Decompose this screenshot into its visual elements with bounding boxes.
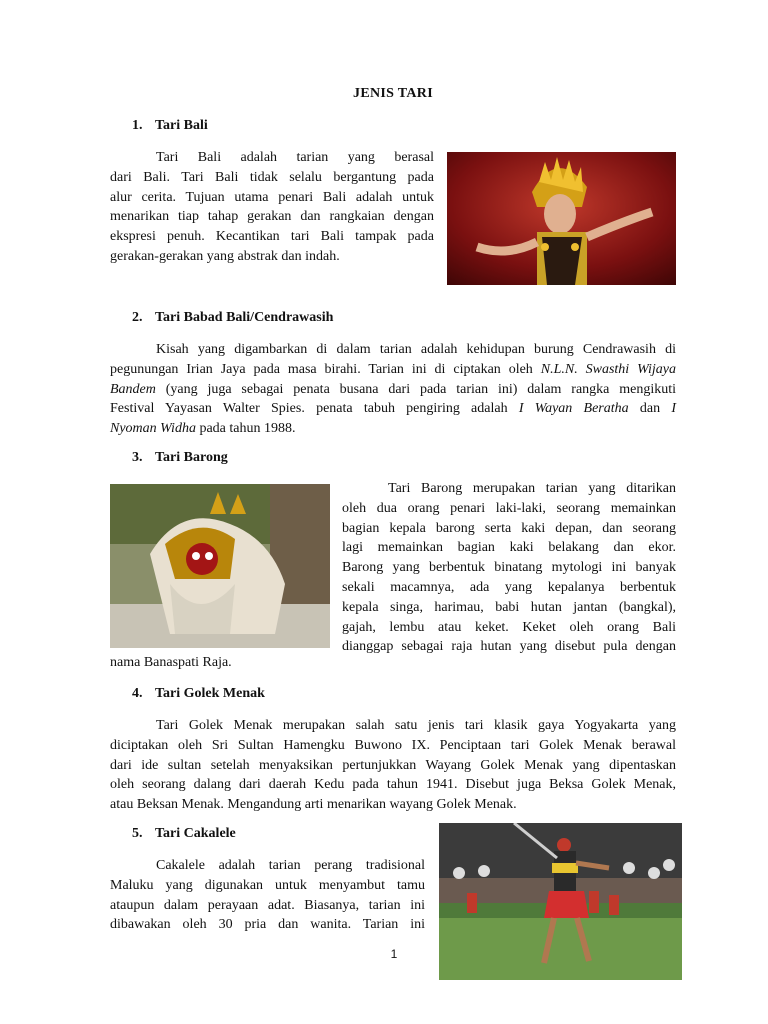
- paragraph-line: lagi memainkan bagian kaki belakang dan ekor.: [342, 540, 676, 556]
- paragraph-line: Festival Yayasan Walter Spies. penata tabuh pengiring adalah: [110, 401, 508, 417]
- paragraph-line: gerakan-gerakan yang abstrak dan indah.: [110, 248, 340, 264]
- section-number: 3.: [132, 450, 143, 465]
- section-number: 5.: [132, 826, 143, 841]
- paragraph-line: gajah, lembu atau keket. Keket oleh orang Bali: [342, 619, 676, 635]
- paragraph-line: ekspresi penuh. Kecantikan tari Bali tampak pada: [110, 229, 434, 245]
- paragraph-line: Kisah yang digambarkan di dalam tarian adalah kehidupan burung Cendrawasih di: [156, 342, 676, 357]
- balinese-dancer-photo: [447, 152, 676, 285]
- name-joiner: dan: [628, 401, 672, 417]
- paragraph-line: kepala singa, harimau, babi hutan jantan (bangkal),: [342, 599, 676, 615]
- paragraph-line: Tari Bali adalah tarian yang berasal: [156, 150, 434, 165]
- creator-name-continued: Bandem: [110, 381, 156, 397]
- section-number: 1.: [132, 118, 143, 133]
- paragraph-line: diciptakan oleh Sri Sultan Hamengku Buwono IX. Penciptaan tari Golek Menak berawal: [110, 737, 676, 753]
- paragraph-line: atau Beksan Menak. Mengandung arti menarikan wayang Golek Menak.: [110, 797, 517, 813]
- page-number: 1: [390, 947, 398, 961]
- paragraph-line: Tari Golek Menak merupakan salah satu jenis tari klasik gaya Yogyakarta yang: [156, 718, 676, 733]
- document-title: JENIS TARI: [353, 86, 433, 101]
- paragraph-tari-bali: [110, 148, 434, 267]
- cakalele-war-dance-photo: [439, 823, 682, 980]
- balinese-dancer-image: [447, 152, 676, 285]
- paragraph-line: Barong yang berbentuk binatang mytologi ini banyak: [342, 560, 676, 576]
- paragraph-line: dari ide sultan setelah menyaksikan pertunjukkan Wayang Golek Menak yang dipentaskan: [110, 757, 676, 773]
- section-title: Tari Babad Bali/Cendrawasih: [155, 310, 334, 325]
- paragraph-tari-babad-bali: [110, 340, 676, 439]
- paragraph-line: Tari Barong merupakan tarian yang ditarikan: [388, 481, 676, 496]
- paragraph-line: bagian kepala barong serta kaki depan, dan seorang: [342, 520, 676, 536]
- paragraph-line: pada tahun 1988.: [199, 421, 296, 437]
- section-title: Tari Golek Menak: [155, 686, 265, 701]
- paragraph-line: pegunungan Irian Jaya pada masa birahi. Tarian ini di ciptakan oleh: [110, 361, 533, 377]
- paragraph-line: Maluku yang digunakan untuk menyambut tamu: [110, 877, 425, 893]
- paragraph-line: dianggap sebagai raja hutan yang disebut pula dengan: [342, 639, 676, 655]
- cakalele-dance-image: [439, 823, 682, 980]
- paragraph-line: (yang juga sebagai penata busana dari pada tarian ini) dalam rangka mengikuti: [165, 381, 676, 397]
- paragraph-tari-barong-end: [110, 653, 676, 673]
- paragraph-tari-barong: [342, 479, 676, 657]
- composer-name-2-continued: Nyoman Widha: [110, 421, 196, 437]
- paragraph-line: menarikan tiap tahap gerakan dan rangkaian dengan: [110, 209, 434, 225]
- barong-costume-image: [110, 484, 330, 648]
- composer-name-2: I: [671, 401, 677, 417]
- paragraph-tari-cakalele: [110, 856, 425, 935]
- barong-costume-photo: [110, 484, 330, 648]
- section-title: Tari Barong: [155, 450, 228, 465]
- paragraph-line: alur cerita. Tujuan utama penari Bali adalah untuk: [110, 189, 434, 205]
- composer-name: I Wayan Beratha: [518, 401, 629, 417]
- section-title: Tari Bali: [155, 118, 208, 133]
- paragraph-line: oleh dua orang penari laki-laki, seorang memainkan: [342, 500, 676, 516]
- paragraph-line: dari Bali. Tari Bali tidak selalu bergantung pada: [110, 169, 434, 185]
- section-title: Tari Cakalele: [155, 826, 236, 841]
- paragraph-line: ataupun dalam perayaan adat. Biasanya, tarian ini: [110, 897, 425, 913]
- paragraph-line: dibawakan oleh 30 pria dan wanita. Tarian ini: [110, 917, 425, 933]
- paragraph-line: sekali macamnya, ada yang kepalanya berbentuk: [342, 579, 676, 595]
- paragraph-line: nama Banaspati Raja.: [110, 655, 232, 670]
- paragraph-line: oleh seorang dalang dari daerah Kedu pada tahun 1941. Disebut juga Beksa Golek Menak,: [110, 777, 676, 793]
- paragraph-line: Cakalele adalah tarian perang tradisional: [156, 858, 425, 873]
- section-number: 4.: [132, 686, 143, 701]
- paragraph-tari-golek-menak: [110, 716, 676, 815]
- section-number: 2.: [132, 310, 143, 325]
- creator-name: N.L.N. Swasthi Wijaya: [540, 361, 677, 377]
